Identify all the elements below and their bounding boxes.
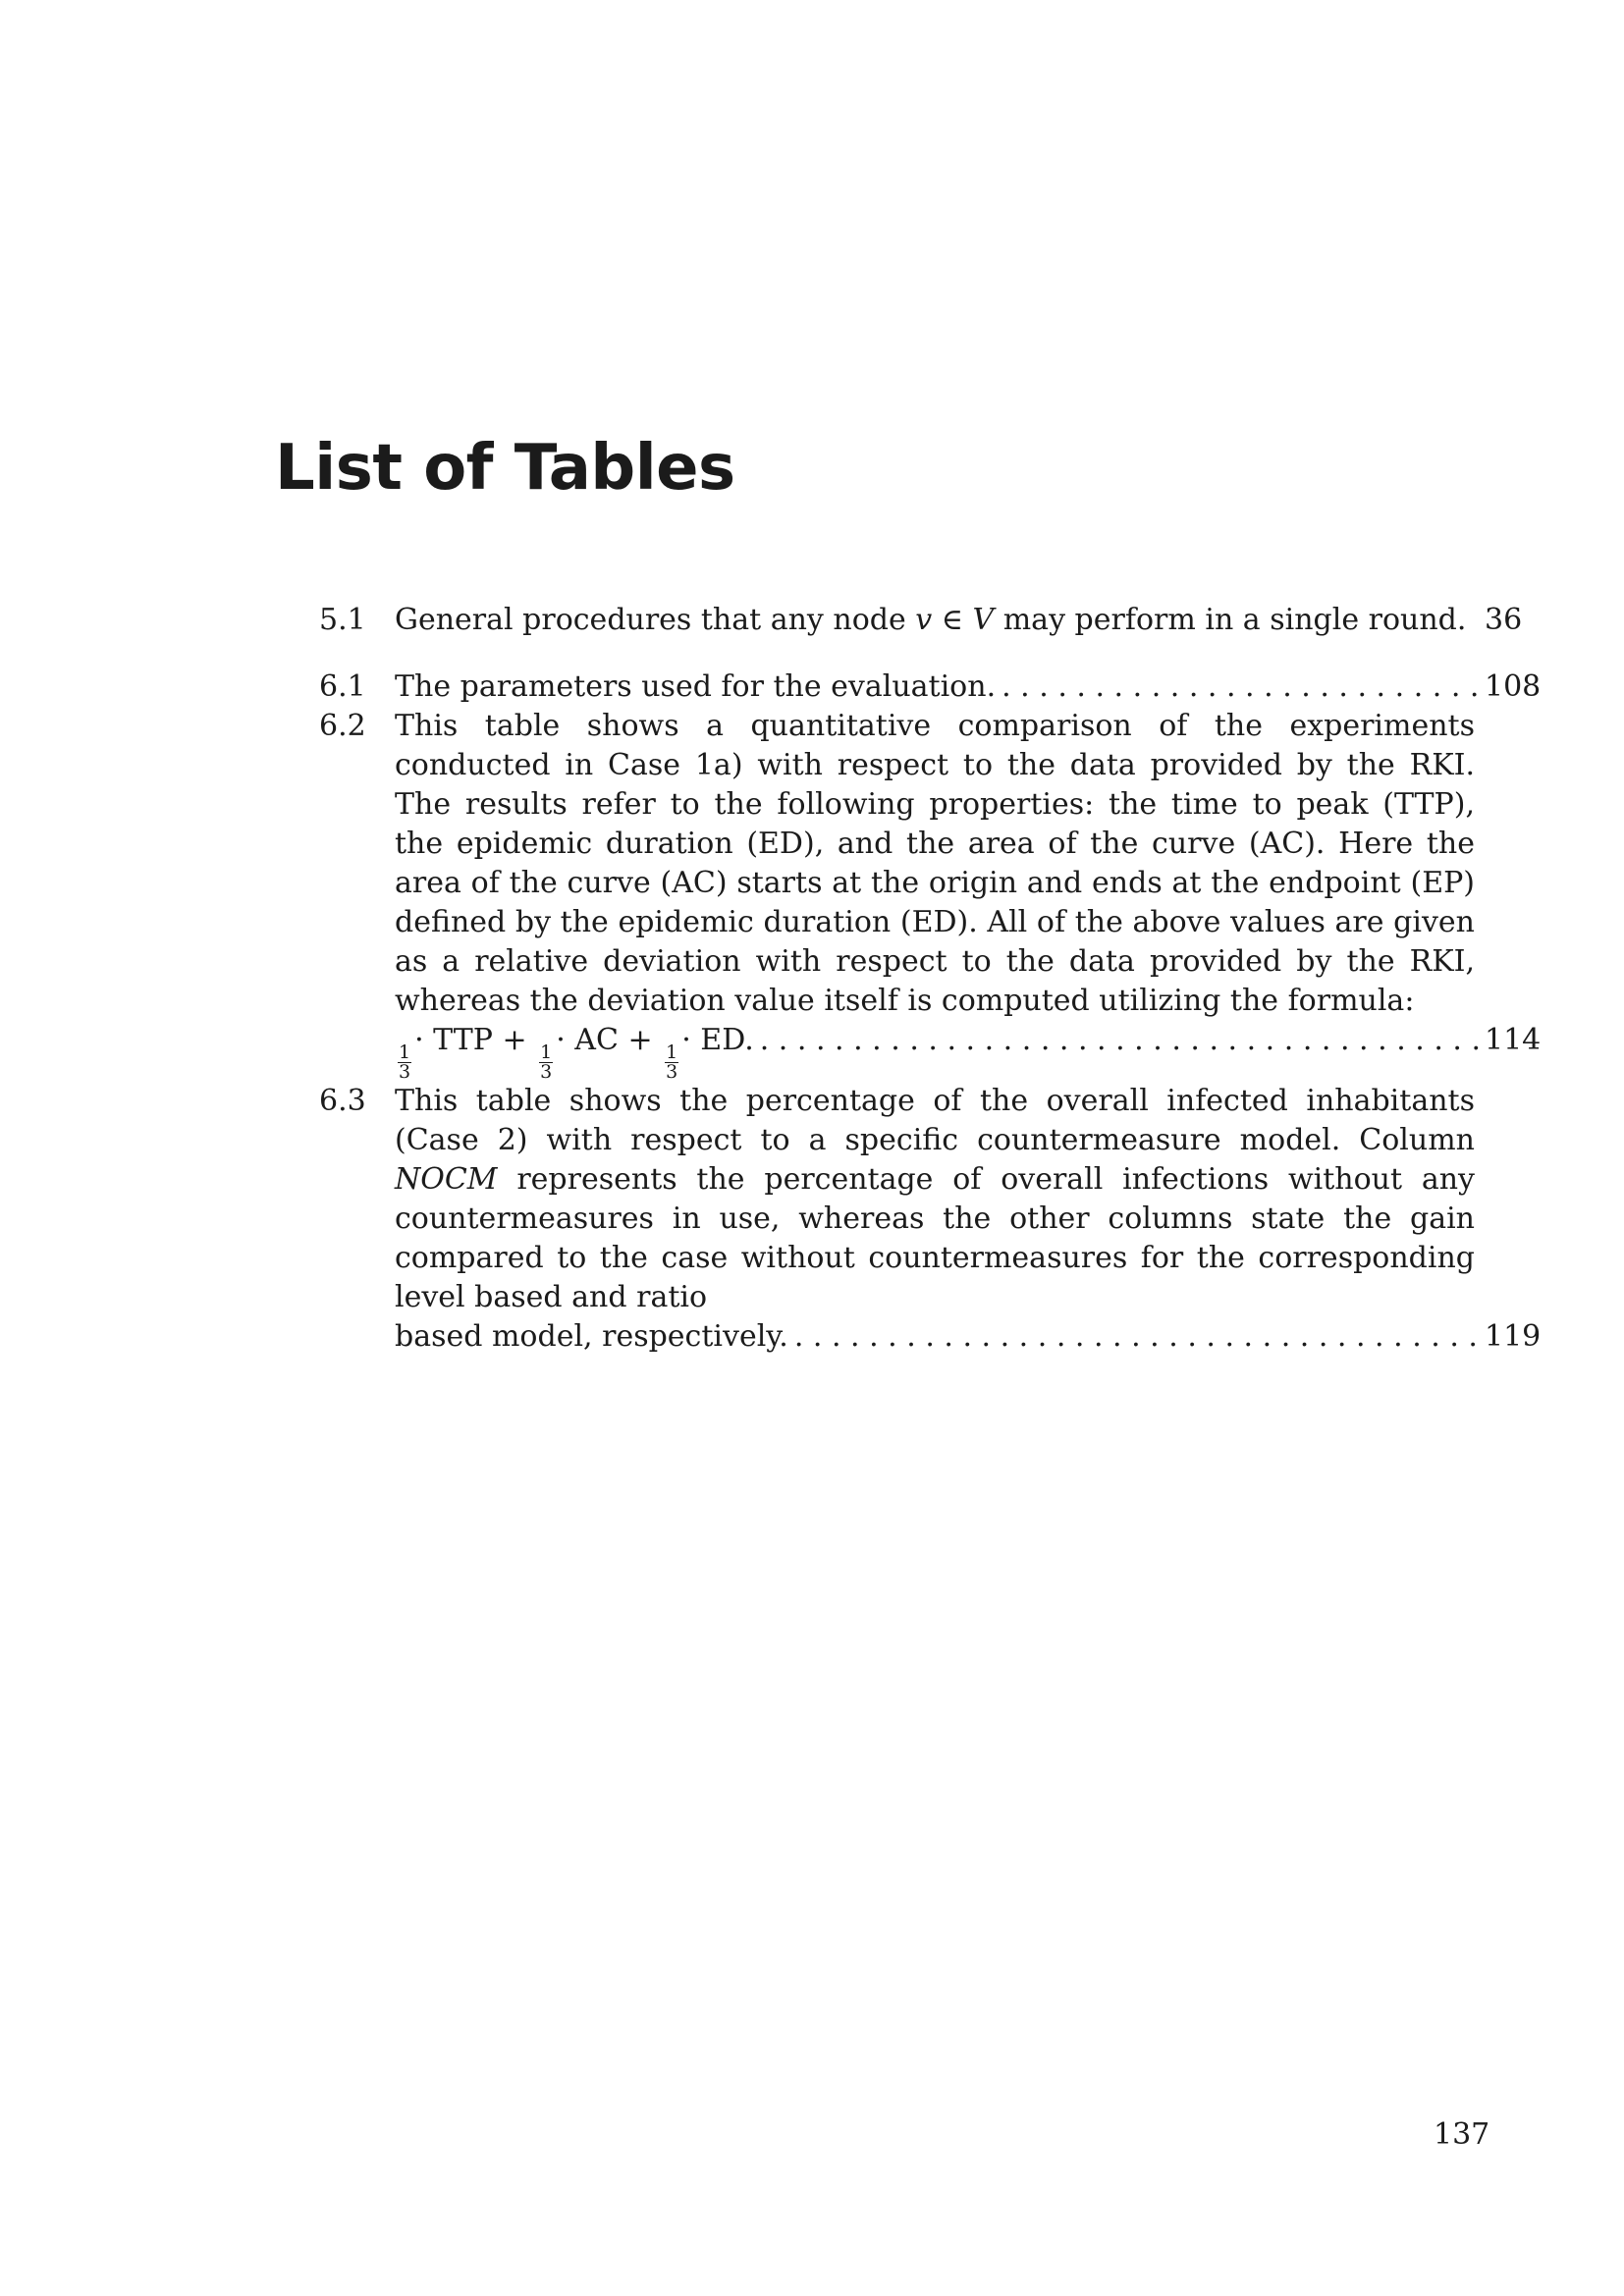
entry-title: This table shows a quantitative comparison of the experiments conducted in Case 1a) with respect to the data provided by the RKI. The results refer to the following properties: the time to peak (TTP), the epidemic duration (ED), and the area of the curve (AC). Here the area of the curve (AC) starts at the origin and ends at the endpoint (EP) defined by the epidemic duration (ED). All of the above values are given as a relative deviation with respect to the data provided by the RKI, whereas the deviation value itself is computed utilizing the formula: bbox=[395, 709, 1475, 1018]
page-number: 137 bbox=[1434, 2117, 1490, 2152]
entry-page-number: 108 bbox=[1485, 669, 1542, 704]
entry-body bbox=[395, 601, 1523, 640]
entry-title-last-line: based model, respectively. bbox=[395, 1319, 788, 1354]
entry-page-number: 119 bbox=[1485, 1319, 1542, 1354]
nocm-column-name: NOCM bbox=[395, 1162, 498, 1197]
list-item[interactable] bbox=[319, 707, 1542, 1083]
entry-body bbox=[395, 667, 1542, 707]
dot-leader bbox=[996, 667, 1485, 707]
fraction-one-third: $\frac{1}{3}$ bbox=[666, 1041, 678, 1083]
entry-body bbox=[395, 707, 1542, 1083]
entry-number: 6.2 bbox=[319, 709, 366, 743]
list-item[interactable] bbox=[319, 601, 1523, 640]
entry-title: The parameters used for the evaluation. bbox=[395, 669, 997, 704]
entry-body bbox=[395, 1082, 1542, 1357]
entry-number: 6.1 bbox=[319, 669, 366, 704]
list-item[interactable] bbox=[319, 1082, 1542, 1357]
entry-number: 6.3 bbox=[319, 1084, 366, 1118]
entry-page-number: 114 bbox=[1485, 1023, 1542, 1057]
entry-page-number: 36 bbox=[1485, 603, 1523, 637]
dot-leader bbox=[754, 1021, 1485, 1060]
entry-title: General procedures that any node v ∈ V may perform in a single round. bbox=[395, 603, 1467, 637]
entry-title: This table shows the percentage of the overall infected inhabitants (Case 2) with respect to a specific countermeasure model. Column NOCM represents the percentage of overall infections without any countermeasures in use, whereas the other columns state the gain compared to the case without countermeasures for the corresponding level based and ratio bbox=[395, 1084, 1475, 1314]
fraction-one-third: $\frac{1}{3}$ bbox=[540, 1041, 553, 1083]
formula: $\frac{1}{3}$ · TTP + $\frac{1}{3}$ · AC + $\frac{1}{3}$ · ED. bbox=[399, 1023, 754, 1083]
list-item[interactable] bbox=[319, 667, 1542, 707]
page-title: List of Tables bbox=[275, 432, 735, 505]
dot-leader bbox=[788, 1317, 1485, 1357]
entry-number: 5.1 bbox=[319, 603, 366, 637]
fraction-one-third: $\frac{1}{3}$ bbox=[399, 1041, 411, 1083]
list-of-tables bbox=[319, 601, 1542, 1357]
